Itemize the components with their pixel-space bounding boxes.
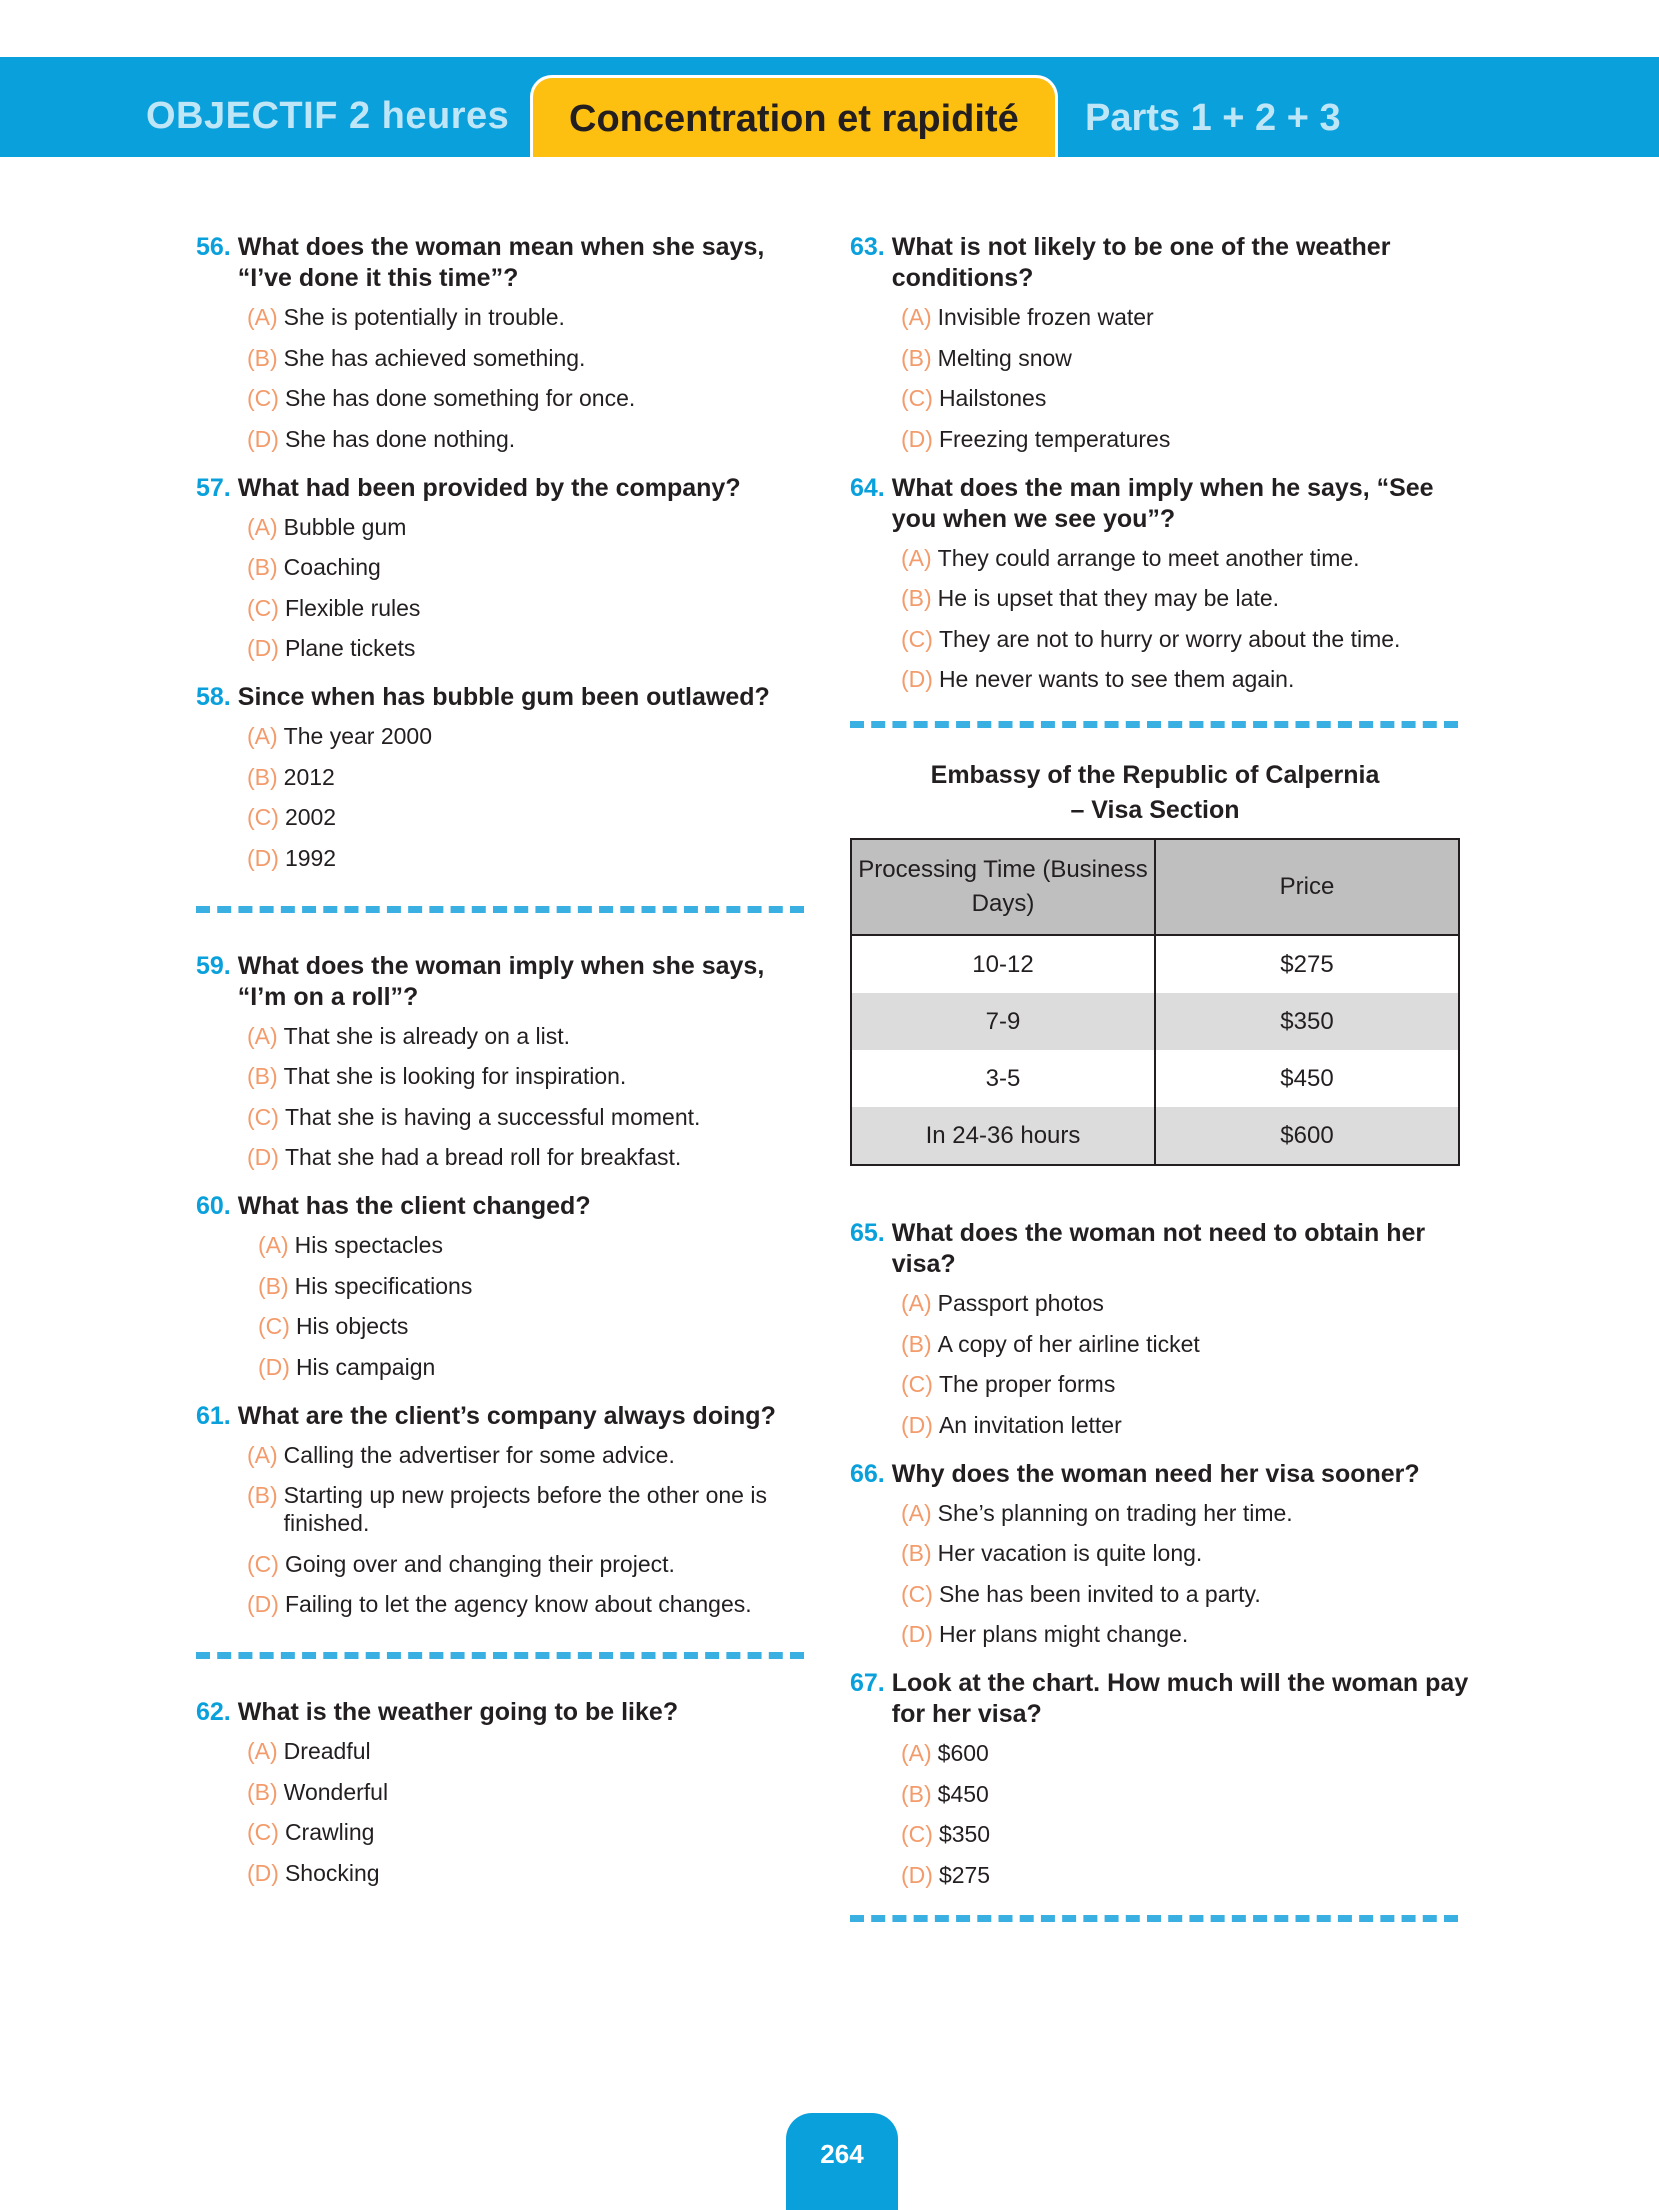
- option-text: 2002: [284, 804, 337, 830]
- answer-option: [247, 594, 816, 622]
- answer-options: [196, 1022, 816, 1172]
- option-text: She’s planning on trading her time.: [937, 1499, 1293, 1526]
- answer-option: [901, 344, 1470, 372]
- option-letter: (B): [247, 1482, 278, 1508]
- question-number: 65.: [850, 1219, 885, 1247]
- answer-option: [901, 1861, 1470, 1889]
- answer-option: [247, 553, 816, 581]
- option-letter: (A): [901, 1290, 932, 1316]
- option-text: Coaching: [283, 554, 381, 580]
- answer-option: [901, 1411, 1470, 1439]
- option-text: She is potentially in trouble.: [283, 304, 565, 330]
- answer-options: [196, 722, 816, 872]
- option-text: Going over and changing their project.: [284, 1550, 675, 1577]
- right-group-2: [850, 1218, 1470, 1889]
- processing-time-cell: 10-12: [851, 935, 1155, 993]
- left-group-3: [196, 1697, 816, 1887]
- answer-option: [247, 803, 816, 831]
- answer-option: [247, 1022, 816, 1050]
- question: [850, 1668, 1470, 1889]
- option-letter: (C): [247, 1819, 279, 1845]
- answer-options: [850, 1739, 1470, 1889]
- question-text: What does the woman not need to obtain her visa?: [891, 1219, 1426, 1278]
- right-column: [850, 232, 1470, 1960]
- question-text: What has the client changed?: [237, 1192, 591, 1220]
- answer-option: [901, 1739, 1470, 1767]
- question-number: 59.: [196, 951, 231, 980]
- option-text: His campaign: [295, 1353, 436, 1380]
- question: [850, 1459, 1470, 1649]
- option-letter: (D): [901, 1411, 933, 1438]
- option-text: The year 2000: [283, 723, 432, 749]
- question-text: What does the woman mean when she says, “I’ve done it this time”?: [237, 233, 765, 292]
- option-text: Her vacation is quite long.: [937, 1540, 1203, 1566]
- option-text: Invisible frozen water: [937, 304, 1154, 330]
- answer-option: [258, 1353, 816, 1381]
- divider: [196, 906, 804, 913]
- question-text: What is the weather going to be like?: [237, 1698, 679, 1726]
- option-letter: (B): [901, 1540, 932, 1566]
- header-objectif: OBJECTIF 2 heures: [146, 95, 510, 137]
- option-text: His spectacles: [294, 1232, 443, 1258]
- option-text: That she had a bread roll for breakfast.: [284, 1144, 682, 1170]
- option-text: They could arrange to meet another time.: [937, 544, 1360, 571]
- question-text: Look at the chart. How much will the woman pay for her visa?: [891, 1669, 1469, 1728]
- question-heading: [196, 951, 816, 1013]
- right-group-1: [850, 232, 1470, 693]
- option-letter: (A): [247, 1738, 278, 1764]
- question-number: 67.: [850, 1669, 885, 1697]
- visa-table: [850, 838, 1460, 1166]
- option-letter: (D): [247, 844, 279, 871]
- option-text: He is upset that they may be late.: [937, 585, 1280, 611]
- question-number: 62.: [196, 1698, 231, 1726]
- answer-option: [247, 1481, 816, 1537]
- option-text: Hailstones: [938, 385, 1047, 411]
- option-text: She has been invited to a party.: [938, 1580, 1261, 1607]
- option-text: That she is having a successful moment.: [284, 1103, 701, 1130]
- answer-options: [196, 1737, 816, 1887]
- header-bar: [0, 57, 1659, 157]
- answer-option: [901, 1499, 1470, 1527]
- option-text: She has achieved something.: [283, 344, 586, 371]
- answer-option: [258, 1231, 816, 1259]
- question: [196, 682, 816, 872]
- option-letter: (A): [901, 304, 932, 330]
- visa-table-body: [851, 935, 1459, 1165]
- option-letter: (C): [247, 804, 279, 830]
- option-letter: (D): [247, 1144, 279, 1170]
- answer-option: [247, 1737, 816, 1765]
- option-text: Failing to let the agency know about changes.: [284, 1591, 752, 1617]
- option-letter: (D): [247, 635, 279, 661]
- option-letter: (C): [247, 1103, 279, 1130]
- question: [850, 232, 1470, 453]
- option-letter: (B): [901, 1330, 932, 1357]
- option-text: Plane tickets: [284, 635, 416, 661]
- question-heading: [196, 682, 816, 713]
- answer-option: [247, 634, 816, 662]
- option-letter: (B): [247, 1778, 278, 1805]
- option-letter: (A): [247, 1441, 278, 1468]
- header-tab-label: Concentration et rapidité: [569, 98, 1019, 140]
- answer-option: [901, 1289, 1470, 1317]
- question-text: What does the man imply when he says, “See you when we see you”?: [891, 473, 1434, 533]
- question-heading: [850, 1459, 1470, 1490]
- option-text: She has done nothing.: [284, 425, 516, 452]
- question-heading: [196, 1191, 816, 1222]
- left-group-1: [196, 232, 816, 872]
- table-header-price: Price: [1155, 839, 1459, 935]
- option-text: A copy of her airline ticket: [937, 1330, 1200, 1357]
- option-text: That she is already on a list.: [283, 1022, 571, 1049]
- answer-options: [850, 544, 1470, 694]
- answer-option: [901, 625, 1470, 653]
- question-number: 66.: [850, 1459, 885, 1488]
- question-number: 56.: [196, 233, 231, 261]
- divider: [850, 1915, 1458, 1922]
- answer-option: [258, 1312, 816, 1340]
- option-letter: (B): [901, 344, 932, 371]
- page-number-tab: [786, 2113, 898, 2210]
- option-text: An invitation letter: [938, 1411, 1122, 1438]
- option-text: $450: [937, 1780, 989, 1807]
- answer-option: [247, 1143, 816, 1171]
- processing-time-cell: 3-5: [851, 1050, 1155, 1107]
- option-text: The proper forms: [938, 1371, 1116, 1397]
- left-group-2: [196, 951, 816, 1619]
- option-text: His specifications: [294, 1272, 473, 1299]
- answer-option: [901, 1580, 1470, 1608]
- answer-option: [901, 1370, 1470, 1398]
- answer-option: [901, 1620, 1470, 1648]
- question: [196, 1191, 816, 1381]
- question-text: Since when has bubble gum been outlawed?: [237, 683, 770, 711]
- option-text: Flexible rules: [284, 594, 421, 621]
- option-letter: (C): [247, 385, 279, 411]
- option-letter: (A): [247, 723, 278, 749]
- question-text: What does the woman imply when she says, “I’m on a roll”?: [237, 951, 765, 1011]
- answer-options: [196, 1231, 816, 1381]
- processing-time-cell: In 24-36 hours: [851, 1107, 1155, 1165]
- divider: [196, 1652, 804, 1659]
- answer-option: [247, 1550, 816, 1578]
- table-row: [851, 935, 1459, 993]
- option-letter: (C): [247, 594, 279, 621]
- question: [196, 232, 816, 453]
- table-header-processing-time: Processing Time (Business Days): [851, 839, 1155, 935]
- option-text: Calling the advertiser for some advice.: [283, 1441, 675, 1468]
- question-heading: [850, 1668, 1470, 1730]
- answer-options: [850, 303, 1470, 453]
- answer-option: [247, 1859, 816, 1887]
- option-text: His objects: [295, 1313, 409, 1339]
- left-column: [196, 232, 816, 1907]
- option-letter: (D): [901, 1621, 933, 1647]
- answer-option: [247, 763, 816, 791]
- answer-option: [247, 344, 816, 372]
- option-letter: (C): [901, 1371, 933, 1397]
- answer-option: [247, 425, 816, 453]
- header-parts: Parts 1 + 2 + 3: [1085, 97, 1341, 139]
- option-letter: (B): [258, 1272, 289, 1299]
- option-letter: (C): [247, 1550, 279, 1577]
- answer-option: [901, 1780, 1470, 1808]
- option-text: $275: [938, 1861, 991, 1888]
- option-text: Freezing temperatures: [938, 425, 1171, 452]
- table-title: [850, 758, 1460, 828]
- answer-option: [247, 384, 816, 412]
- answer-options: [196, 513, 816, 663]
- option-letter: (B): [247, 554, 278, 580]
- question: [196, 1401, 816, 1619]
- price-cell: $275: [1155, 935, 1459, 993]
- option-text: That she is looking for inspiration.: [283, 1063, 627, 1089]
- question-number: 58.: [196, 683, 231, 711]
- processing-time-cell: 7-9: [851, 993, 1155, 1050]
- question-text: Why does the woman need her visa sooner?: [891, 1459, 1420, 1488]
- option-letter: (C): [258, 1313, 290, 1339]
- answer-option: [247, 844, 816, 872]
- answer-option: [247, 513, 816, 541]
- answer-option: [247, 1818, 816, 1846]
- option-text: Starting up new projects before the other one is finished.: [283, 1482, 767, 1536]
- question-heading: [850, 473, 1470, 535]
- answer-option: [247, 722, 816, 750]
- question: [196, 473, 816, 663]
- table-title-line-1: Embassy of the Republic of Calpernia: [930, 761, 1380, 789]
- question-heading: [196, 1401, 816, 1432]
- option-letter: (A): [247, 1022, 278, 1049]
- question-text: What had been provided by the company?: [237, 473, 741, 502]
- option-letter: (D): [901, 1861, 933, 1888]
- option-text: $350: [938, 1821, 991, 1847]
- option-text: Her plans might change.: [938, 1621, 1189, 1647]
- answer-option: [247, 1778, 816, 1806]
- price-cell: $600: [1155, 1107, 1459, 1165]
- question-number: 61.: [196, 1401, 231, 1430]
- question-heading: [196, 1697, 816, 1728]
- answer-option: [901, 425, 1470, 453]
- answer-options: [196, 303, 816, 453]
- option-letter: (A): [258, 1232, 289, 1258]
- option-letter: (A): [901, 1740, 932, 1766]
- option-letter: (A): [247, 304, 278, 330]
- option-letter: (D): [901, 425, 933, 452]
- option-text: 1992: [284, 844, 337, 871]
- option-text: Shocking: [284, 1859, 380, 1886]
- question-number: 63.: [850, 233, 885, 261]
- answer-option: [901, 665, 1470, 693]
- answer-option: [247, 1103, 816, 1131]
- option-text: Melting snow: [937, 344, 1072, 371]
- answer-option: [247, 1441, 816, 1469]
- answer-option: [901, 584, 1470, 612]
- option-letter: (B): [901, 585, 932, 611]
- option-text: Wonderful: [283, 1778, 389, 1805]
- answer-options: [196, 1441, 816, 1619]
- option-letter: (A): [901, 544, 932, 571]
- option-letter: (D): [258, 1353, 290, 1380]
- question: [196, 1697, 816, 1887]
- question-heading: [850, 232, 1470, 294]
- answer-option: [901, 544, 1470, 572]
- option-text: Dreadful: [283, 1738, 371, 1764]
- answer-option: [258, 1272, 816, 1300]
- option-text: Passport photos: [937, 1290, 1104, 1316]
- option-letter: (D): [247, 425, 279, 452]
- option-text: She has done something for once.: [284, 385, 636, 411]
- option-letter: (C): [901, 1580, 933, 1607]
- question-number: 64.: [850, 473, 885, 502]
- option-letter: (C): [901, 385, 933, 411]
- option-letter: (D): [247, 1591, 279, 1617]
- option-text: He never wants to see them again.: [938, 666, 1295, 692]
- option-letter: (A): [901, 1499, 932, 1526]
- option-letter: (B): [247, 1063, 278, 1089]
- option-text: $600: [937, 1740, 989, 1766]
- option-text: 2012: [283, 763, 335, 790]
- option-letter: (A): [247, 513, 278, 540]
- answer-option: [247, 303, 816, 331]
- page-number: 264: [820, 2139, 864, 2169]
- answer-option: [901, 303, 1470, 331]
- answer-option: [901, 384, 1470, 412]
- question-text: What is not likely to be one of the weather conditions?: [891, 233, 1391, 292]
- divider: [850, 721, 1458, 728]
- price-cell: $450: [1155, 1050, 1459, 1107]
- answer-option: [901, 1330, 1470, 1358]
- answer-option: [247, 1590, 816, 1618]
- table-row: [851, 1107, 1459, 1165]
- question-text: What are the client’s company always doing?: [237, 1401, 776, 1430]
- option-text: Crawling: [284, 1819, 375, 1845]
- option-letter: (C): [901, 1821, 933, 1847]
- answer-option: [247, 1062, 816, 1090]
- question: [850, 473, 1470, 694]
- option-letter: (D): [247, 1859, 279, 1886]
- option-letter: (B): [901, 1780, 932, 1807]
- option-text: They are not to hurry or worry about the time.: [938, 625, 1401, 652]
- header-tab: [530, 75, 1058, 157]
- answer-option: [901, 1820, 1470, 1848]
- option-letter: (D): [901, 666, 933, 692]
- option-letter: (B): [247, 344, 278, 371]
- answer-options: [850, 1289, 1470, 1439]
- question-heading: [196, 473, 816, 504]
- option-letter: (C): [901, 625, 933, 652]
- table-row: [851, 1050, 1459, 1107]
- table-title-line-2: – Visa Section: [1070, 796, 1240, 824]
- price-cell: $350: [1155, 993, 1459, 1050]
- question-number: 57.: [196, 473, 231, 502]
- question-number: 60.: [196, 1192, 231, 1220]
- option-text: Bubble gum: [283, 513, 407, 540]
- question: [196, 951, 816, 1172]
- table-row: [851, 993, 1459, 1050]
- question: [850, 1218, 1470, 1439]
- question-heading: [850, 1218, 1470, 1280]
- answer-options: [850, 1499, 1470, 1649]
- question-heading: [196, 232, 816, 294]
- option-letter: (B): [247, 763, 278, 790]
- answer-option: [901, 1539, 1470, 1567]
